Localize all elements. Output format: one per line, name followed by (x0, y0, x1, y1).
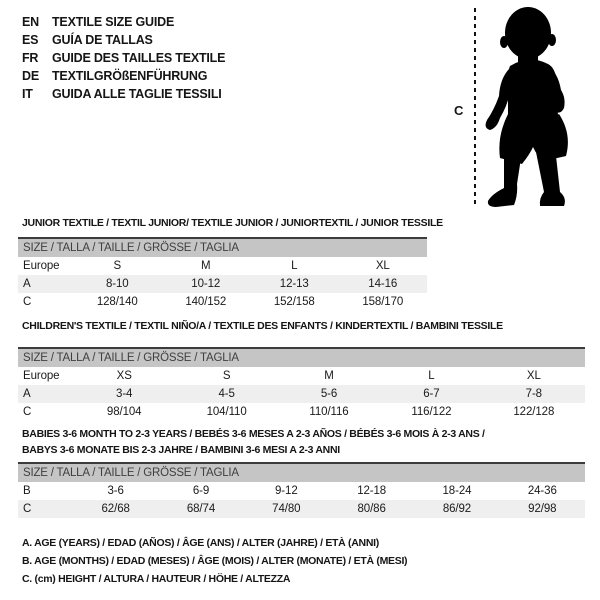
row-label: A (23, 388, 31, 400)
size-table-babies (18, 462, 585, 518)
table-row (18, 403, 585, 421)
table-cell: 4-5 (218, 388, 235, 400)
table-cell: 98/104 (106, 406, 142, 418)
table-cell: 7-8 (525, 388, 542, 400)
language-header (22, 13, 225, 103)
legend-line-c: C. (cm) HEIGHT / ALTURA / HAUTEUR / HÖHE / ALTEZZA (22, 573, 291, 585)
table-cell: 62/68 (101, 503, 130, 515)
table-cell: 68/74 (186, 503, 216, 515)
lang-label: GUÍA DE TALLAS (52, 33, 153, 47)
lang-row-it (22, 85, 225, 103)
legend-line-a: A. AGE (YEARS) / EDAD (AÑOS) / ÂGE (ANS) / ALTER (JAHRE) / ETÀ (ANNI) (22, 537, 379, 549)
section-title-line1: BABIES 3-6 MONTH TO 2-3 YEARS / BEBÉS 3-6 MESES A 2-3 AÑOS / BÉBÉS 3-6 MOIS À 2-3 ANS / (22, 428, 485, 440)
table-cell: 128/140 (96, 296, 138, 308)
section-title-babies (22, 427, 485, 458)
table-cell: S (222, 370, 231, 382)
lang-label: GUIDE DES TAILLES TEXTILE (52, 51, 226, 65)
row-label: C (23, 503, 32, 515)
table-cell: 122/128 (513, 406, 555, 418)
table-cell: 6-7 (423, 388, 440, 400)
row-label: C (23, 296, 32, 308)
table-row (18, 275, 427, 293)
lang-code: EN (22, 15, 39, 29)
size-header-bar: SIZE / TALLA / TAILLE / GRÖSSE / TAGLIA (18, 464, 585, 482)
lang-row-es (22, 31, 225, 49)
lang-label: TEXTILGRÖßENFÜHRUNG (52, 69, 208, 83)
row-label: A (23, 278, 31, 290)
section-title-line2: BABYS 3-6 MONATE BIS 2-3 JAHRE / BAMBINI 3-6 MESI A 2-3 ANNI (22, 443, 340, 456)
lang-code: FR (22, 51, 39, 65)
table-cell: M (201, 260, 211, 272)
table-cell: 92/98 (528, 503, 557, 515)
table-row (18, 482, 585, 500)
table-rows (18, 482, 585, 518)
table-cell: XL (526, 370, 541, 382)
table-row (18, 500, 585, 518)
table-cell: 116/122 (411, 406, 452, 418)
table-cell: 3-6 (107, 485, 124, 497)
lang-row-en (22, 13, 225, 31)
lang-label: GUIDA ALLE TAGLIE TESSILI (52, 87, 222, 101)
row-label: Europe (23, 370, 60, 382)
table-cell: XS (116, 370, 132, 382)
legend (22, 534, 407, 588)
section-title-junior: JUNIOR TEXTILE / TEXTIL JUNIOR/ TEXTILE JUNIOR / JUNIORTEXTIL / JUNIOR TESSILE (22, 217, 443, 229)
table-cell: L (428, 370, 435, 382)
lang-row-de (22, 67, 225, 85)
table-cell: 74/80 (272, 503, 301, 515)
table-row (18, 257, 427, 275)
row-label: B (23, 485, 31, 497)
baby-silhouette (484, 4, 596, 210)
table-cell: M (324, 370, 334, 382)
row-label: C (23, 406, 32, 418)
section-title-children: CHILDREN'S TEXTILE / TEXTIL NIÑO/A / TEXTILE DES ENFANTS / KINDERTEXTIL / BAMBINI TESSILE (22, 320, 503, 332)
table-rows (18, 257, 427, 311)
table-cell: 80/86 (357, 503, 386, 515)
height-dotted-line (474, 8, 476, 208)
size-header-bar: SIZE / TALLA / TAILLE / GRÖSSE / TAGLIA (18, 349, 585, 367)
table-cell: 3-4 (116, 388, 133, 400)
table-cell: 24-36 (527, 485, 557, 497)
lang-code: DE (22, 69, 39, 83)
size-table-children (18, 347, 585, 421)
measure-label-c: C (454, 103, 464, 118)
lang-code: IT (22, 87, 33, 101)
table-cell: 152/158 (273, 296, 315, 308)
size-table-junior (18, 237, 427, 311)
table-row (18, 385, 585, 403)
table-cell: 5-6 (320, 388, 338, 400)
table-cell: L (291, 260, 298, 272)
row-label: Europe (23, 260, 60, 272)
table-cell: 12-13 (279, 278, 309, 290)
table-cell: 10-12 (191, 278, 221, 290)
table-cell: 110/116 (309, 406, 349, 418)
lang-row-fr (22, 49, 225, 67)
table-row (18, 367, 585, 385)
lang-code: ES (22, 33, 39, 47)
table-cell: 158/170 (362, 296, 404, 308)
table-cell: XL (375, 260, 390, 272)
table-rows (18, 367, 585, 421)
table-cell: 140/152 (185, 296, 227, 308)
table-cell: 18-24 (442, 485, 472, 497)
legend-line-b: B. AGE (MONTHS) / EDAD (MESES) / ÂGE (MOIS) / ALTER (MONATE) / ETÀ (MESI) (22, 555, 408, 567)
table-cell: 86/92 (442, 503, 472, 515)
table-row (18, 293, 427, 311)
table-cell: 104/110 (206, 406, 247, 418)
table-cell: S (113, 260, 122, 272)
table-cell: 8-10 (105, 278, 129, 290)
table-cell: 9-12 (275, 485, 298, 497)
table-cell: 6-9 (192, 485, 210, 497)
table-cell: 14-16 (368, 278, 398, 290)
lang-label: TEXTILE SIZE GUIDE (52, 15, 175, 29)
table-cell: 12-18 (357, 485, 387, 497)
size-header-bar: SIZE / TALLA / TAILLE / GRÖSSE / TAGLIA (18, 239, 427, 257)
